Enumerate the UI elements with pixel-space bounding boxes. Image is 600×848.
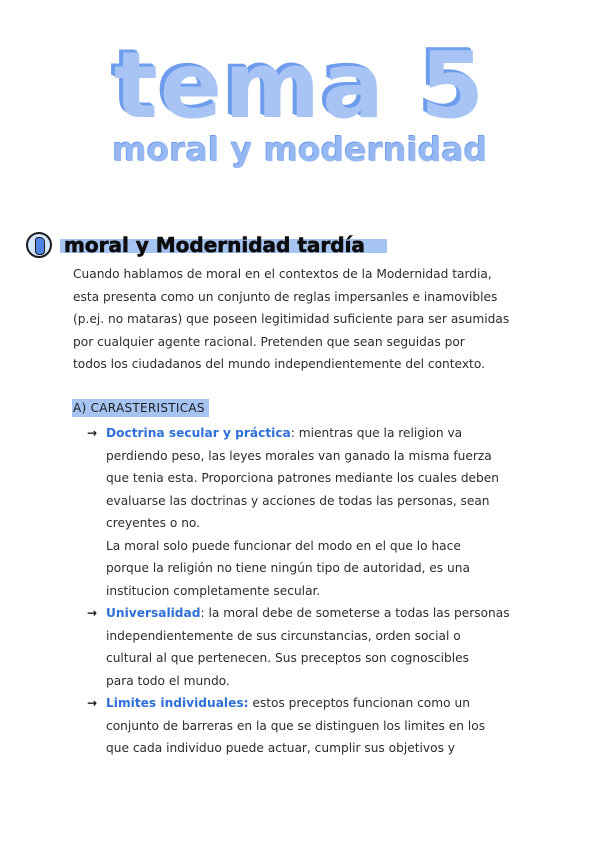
bullet-line: institucion completamente secular.	[106, 583, 321, 598]
paragraph-line: esta presenta como un conjunto de reglas impersanles e inamovibles	[73, 289, 498, 304]
bullet-term: Doctrina secular y práctica	[106, 426, 291, 440]
bullet-line: cultural al que pertenecen. Sus preceptos son cognoscibles	[106, 651, 469, 665]
bullet-line: independientemente de sus circunstancias, orden social o	[106, 628, 461, 643]
arrow-right-icon: →	[87, 606, 98, 620]
paragraph-line: todos los ciudadanos del mundo independientemente del contexto.	[73, 357, 485, 371]
bullet-first-line	[106, 602, 547, 625]
bullet-line: perdiendo peso, las leyes morales van ganado la misma fuerza	[106, 448, 492, 463]
bullet-line: para todo el mundo.	[106, 673, 230, 688]
arrow-right-icon: →	[87, 696, 98, 710]
bullet-text: : mientras que la religion va	[290, 426, 463, 440]
bullet-line: evaluarse las doctrinas y acciones de todas las personas, sean	[106, 493, 490, 508]
paragraph-line: por cualquier agente racional. Pretenden que sean seguidas por	[73, 334, 465, 349]
section-heading	[26, 231, 387, 259]
subsection-label: A) CARASTERISTICAS	[72, 399, 209, 417]
bullet-line: que tenia esta. Proporciona patrones mediante los cuales deben	[106, 471, 500, 485]
number-one-icon	[26, 232, 52, 258]
bullet-first-line	[106, 692, 547, 715]
bullet-line: que cada individuo puede actuar, cumplir sus objetivos y	[106, 741, 456, 755]
paragraph-line: Cuando hablamos de moral en el contextos de la Modernidad tardia,	[73, 267, 492, 281]
bullet-text: : la moral debe de someterse a todas las personas	[200, 606, 510, 620]
list-item	[87, 422, 547, 602]
arrow-right-icon: →	[87, 426, 98, 440]
page-title: tema 5	[113, 32, 487, 139]
paragraph-line: (p.ej. no mataras) que poseen legitimidad suficiente para ser asumidas	[73, 312, 510, 326]
list-item	[87, 692, 547, 760]
page-subtitle: moral y modernidad	[112, 130, 488, 169]
bullet-line: La moral solo puede funcionar del modo en el que lo hace	[106, 538, 461, 553]
bullet-term: Universalidad	[106, 606, 201, 620]
intro-paragraph	[73, 263, 543, 376]
bullet-first-line	[106, 422, 547, 445]
list-item	[87, 602, 547, 692]
bullet-line: porque la religión no tiene ningún tipo de autoridad, es una	[106, 561, 470, 575]
bullet-term: Limites individuales:	[106, 696, 249, 710]
characteristics-list	[87, 422, 547, 760]
bullet-text: estos preceptos funcionan como un	[248, 696, 470, 710]
bullet-line: creyentes o no.	[106, 516, 201, 530]
section-title: moral y Modernidad tardía	[60, 233, 387, 257]
bullet-line: conjunto de barreras en la que se distinguen los limites en los	[106, 718, 486, 733]
